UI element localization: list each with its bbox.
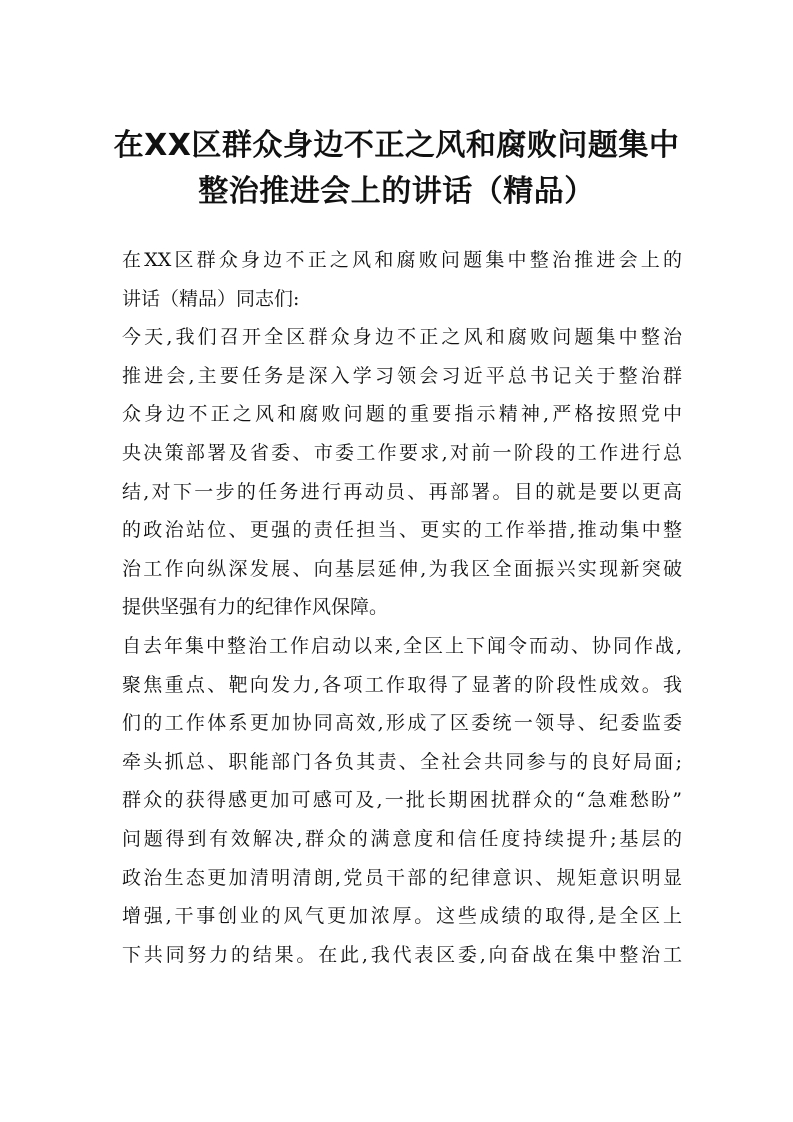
body-line: 结,对下一步的任务进行再动员、再部署。目的就是要以更高	[122, 480, 682, 503]
document-body	[122, 241, 682, 974]
body-line: 增强,干事创业的风气更加浓厚。这些成绩的取得,是全区上	[122, 905, 682, 928]
body-line: 自去年集中整治工作启动以来,全区上下闻令而动、协同作战,	[122, 634, 682, 657]
body-line: 推进会,主要任务是深入学习领会习近平总书记关于整治群	[122, 364, 682, 387]
body-line: 们的工作体系更加协同高效,形成了区委统一领导、纪委监委	[122, 712, 682, 735]
body-line: 的政治站位、更强的责任担当、更实的工作举措,推动集中整	[122, 519, 682, 542]
body-line: 群众的获得感更加可感可及,一批长期困扰群众的“急难愁盼”	[122, 789, 682, 812]
body-line: 在XX区群众身边不正之风和腐败问题集中整治推进会上的	[122, 249, 682, 271]
body-line: 下共同努力的结果。在此,我代表区委,向奋战在集中整治工	[122, 943, 682, 966]
body-line: 牵头抓总、职能部门各负其责、全社会共同参与的良好局面;	[122, 750, 682, 773]
document-title-line-1: 在XX区群众身边不正之风和腐败问题集中	[113, 128, 680, 163]
body-line: 问题得到有效解决,群众的满意度和信任度持续提升;基层的	[122, 827, 682, 850]
body-line: 今天,我们召开全区群众身边不正之风和腐败问题集中整治	[122, 326, 682, 349]
body-line: 央决策部署及省委、市委工作要求,对前一阶段的工作进行总	[122, 441, 682, 464]
body-line: 政治生态更加清明清朗,党员干部的纪律意识、规矩意识明显	[122, 866, 682, 889]
body-line: 众身边不正之风和腐败问题的重要指示精神,严格按照党中	[122, 403, 682, 426]
body-line: 治工作向纵深发展、向基层延伸,为我区全面振兴实现新突破	[122, 557, 682, 580]
body-line: 聚焦重点、靶向发力,各项工作取得了显著的阶段性成效。我	[122, 673, 682, 696]
body-line: 讲话（精品）同志们:	[122, 287, 300, 310]
body-line: 提供坚强有力的纪律作风保障。	[122, 596, 389, 619]
document-title-line-2: 整治推进会上的讲话（精品）	[198, 174, 595, 209]
